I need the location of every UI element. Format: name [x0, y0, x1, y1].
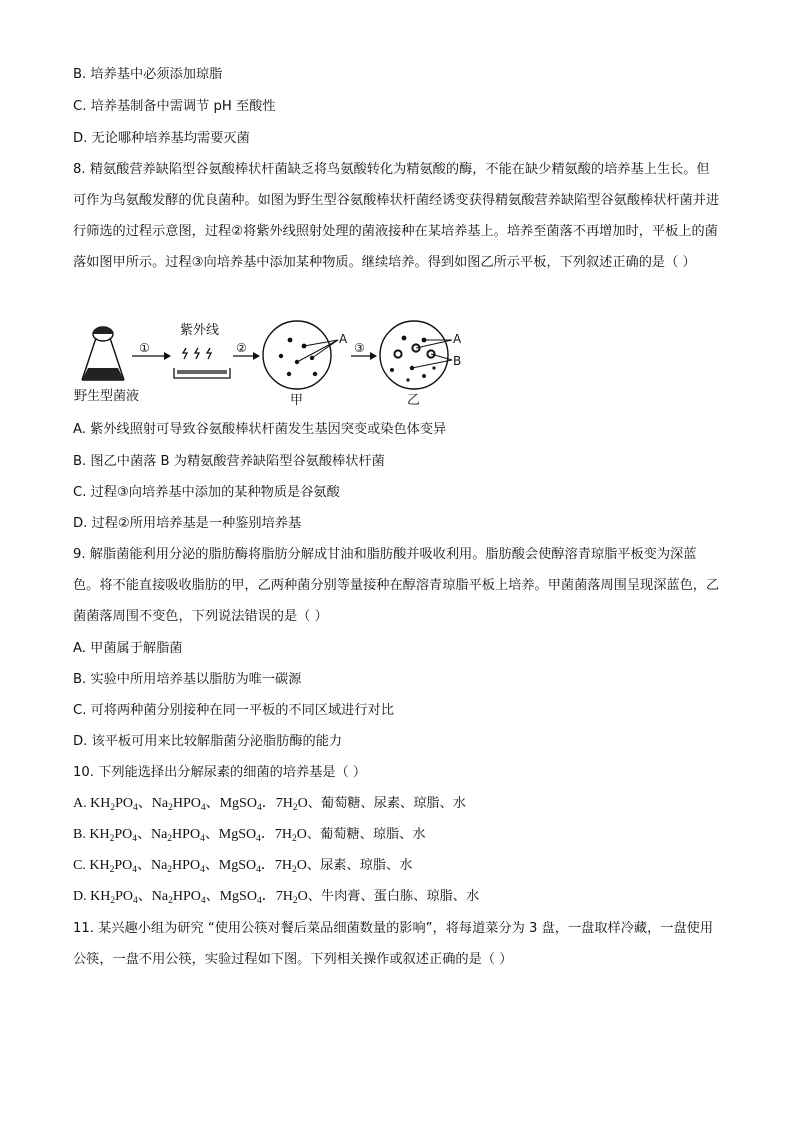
q10-option-b: B. $KH_2PO_4$、$Na_2HPO_4$、MgSO$_4$．$7H_2O$、葡萄糖、琼脂、水 — [73, 827, 426, 844]
culture-tray-icon — [174, 368, 230, 378]
plate-yi-label: 乙 — [407, 393, 421, 408]
q8-option-d: D. 过程②所用培养基是一种鉴别培养基 — [73, 516, 302, 531]
q8-option-c: C. 过程③向培养基中添加的某种物质是谷氨酸 — [73, 485, 340, 500]
q9-option-d: D. 该平板可用来比较解脂菌分泌脂肪酶的能力 — [73, 734, 343, 749]
q10-stem: 10. 下列能选择出分解尿素的细菌的培养基是（ ） — [73, 765, 367, 780]
q9-stem: 9. 解脂菌能利用分泌的脂肪酶将脂肪分解成甘油和脂肪酸并吸收利用。脂肪酸会使醇溶青琼脂平板变为深蓝色。将不能直接吸收脂肪的甲，乙两种菌分别等量接种在醇溶青琼脂平板上培养。甲菌菌落周围呈现深蓝色，乙菌菌落周围不变色，下列说法错误的是（ ） — [73, 547, 720, 624]
q10-option-a: A. $KH_2PO_4$、$Na_2HPO_4$、MgSO$_4$．$7H_2O$、葡萄糖、尿素、琼脂、水 — [73, 796, 466, 813]
flask-label: 野生型菌液 — [74, 389, 140, 404]
flask-icon — [82, 327, 124, 380]
q8-option-a: A. 紫外线照射可导致谷氨酸棒状杆菌发生基因突变或染色体变异 — [73, 422, 447, 437]
q7-option-d: D. 无论哪种培养基均需要灭菌 — [73, 131, 250, 146]
q7-option-c: C. 培养基制备中需调节 pH 至酸性 — [73, 99, 276, 114]
uv-label: 紫外线 — [180, 323, 220, 338]
colony-b-label-yi: B — [453, 354, 462, 368]
q7-option-b: B. 培养基中必须添加琼脂 — [73, 67, 223, 82]
q9-option-c: C. 可将两种菌分别接种在同一平板的不同区域进行对比 — [73, 703, 394, 718]
step-2-label: ② — [236, 341, 247, 355]
q9-option-a: A. 甲菌属于解脂菌 — [73, 641, 183, 656]
plate-jia — [263, 321, 338, 389]
q10-option-d: D. $KH_2PO_4$、$Na_2HPO_4$、MgSO$_4$．$7H_2O$、牛肉膏、蛋白胨、琼脂、水 — [73, 889, 480, 906]
q8-figure — [68, 318, 488, 410]
step-1-label: ① — [139, 341, 150, 355]
colony-a-label-yi: A — [453, 332, 462, 346]
q10-option-c: C. $KH_2PO_4$、$Na_2HPO_4$、MgSO$_4$．$7H_2O$、尿素、琼脂、水 — [73, 858, 413, 875]
q11-stem: 11. 某兴趣小组为研究 “使用公筷对餐后菜品细菌数量的影响”，将每道菜分为 3 盘，一盘取样冷藏，一盘使用公筷，一盘不用公筷，实验过程如下图。下列相关操作或叙述正确的是（ ） — [73, 921, 714, 967]
q8-stem: 8. 精氨酸营养缺陷型谷氨酸棒状杆菌缺乏将鸟氨酸转化为精氨酸的酶，不能在缺少精氨酸的培养基上生长。但可作为鸟氨酸发酵的优良菌种。如图为野生型谷氨酸棒状杆菌经诱变获得精氨酸营养缺陷型谷氨酸棒状杆菌并进行筛选的过程示意图，过程②将紫外线照射处理的菌液接种在某培养基上。培养至菌落不再增加时，平板上的菌落如图甲所示。过程③向培养基中添加某种物质。继续培养。得到如图乙所示平板，下列叙述正确的是（ ） — [73, 162, 720, 270]
plate-yi — [380, 321, 452, 389]
plate-jia-label: 甲 — [290, 393, 304, 408]
colony-a-label-jia: A — [339, 332, 348, 346]
uv-rays-icon — [183, 348, 211, 359]
q9-option-b: B. 实验中所用培养基以脂肪为唯一碳源 — [73, 672, 302, 687]
q8-option-b: B. 图乙中菌落 B 为精氨酸营养缺陷型谷氨酸棒状杆菌 — [73, 454, 385, 469]
step-3-label: ③ — [354, 341, 365, 355]
